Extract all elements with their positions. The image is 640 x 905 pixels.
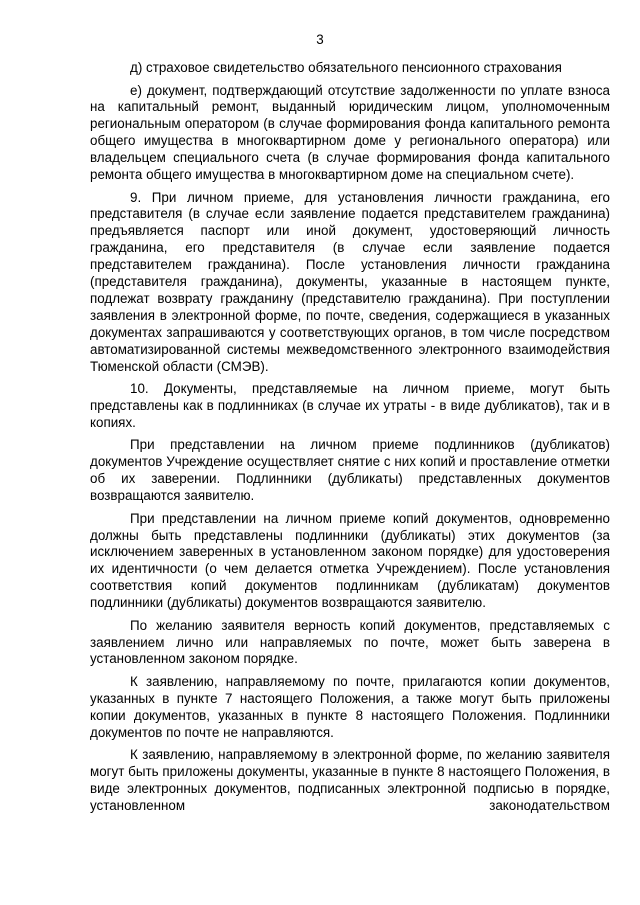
paragraph-item-e: е) документ, подтверждающий отсутствие задолженности по уплате взноса на капитальный ремонт, выданный юридическим лицом, уполномоченным региональным оператором (в случае формирования фонда капитального ремонта общего имущества в многоквартирном доме у регионального оператора) или владельцем специального счета (в случае формирования фонда капитального ремонта общего имущества в многоквартирном доме на специальном счете). (90, 82, 610, 183)
paragraph-certification: По желанию заявителя верность копий документов, представляемых с заявлением лично или направляемых по почте, может быть заверена в установленном законом порядке. (90, 617, 610, 667)
paragraph-originals: При представлении на личном приеме подлинников (дубликатов) документов Учреждение осуществляет снятие с них копий и проставление отметки об их заверении. Подлинники (дубликаты) представленных документов возвращаются заявителю. (90, 437, 610, 504)
paragraph-postal: К заявлению, направляемому по почте, прилагаются копии документов, указанных в пункте 7 настоящего Положения, а также могут быть приложены копии документов, указанных в пункте 8 настоящего Положения. Подлинники документов по почте не направляются. (90, 673, 610, 740)
document-body (90, 60, 610, 820)
paragraph-item-d: д) страховое свидетельство обязательного пенсионного страхования (130, 60, 562, 75)
paragraph-clause-9: 9. При личном приеме, для установления личности гражданина, его представителя (в случае если заявление подается представителем гражданина) предъявляется паспорт или иной документ, удостоверяющий личность гражданина, его представителя (в случае если заявление подается представителем гражданина). После установления личности гражданина (представителя гражданина), документы, указанные в настоящем пункте, подлежат возврату гражданину (представителю гражданина). При поступлении заявления в электронной форме, по почте, сведения, содержащиеся в указанных документах запрашиваются у соответствующих органов, в том числе посредством автоматизированной системы межведомственного электронного взаимодействия Тюменской области (СМЭВ). (90, 189, 610, 374)
paragraph-copies: При представлении на личном приеме копий документов, одновременно должны быть представлены подлинники (дубликаты) этих документов (за исключением заверенных в установленном законом порядке) для удостоверения их идентичности (о чем делается отметка Учреждением). После установления соответствия копий документов подлинникам (дубликатам) документов подлинники (дубликаты) документов возвращаются заявителю. (90, 510, 610, 611)
paragraph-electronic: К заявлению, направляемому в электронной форме, по желанию заявителя могут быть приложены документы, указанные в пункте 8 настоящего Положения, в виде электронных документов, подписанных электронной подписью в порядке, установленном законодательством (90, 747, 610, 813)
page-number: 3 (316, 32, 324, 47)
paragraph-clause-10: 10. Документы, представляемые на личном приеме, могут быть представлены как в подлинниках (в случае их утраты - в виде дубликатов), так и в копиях. (90, 381, 610, 430)
